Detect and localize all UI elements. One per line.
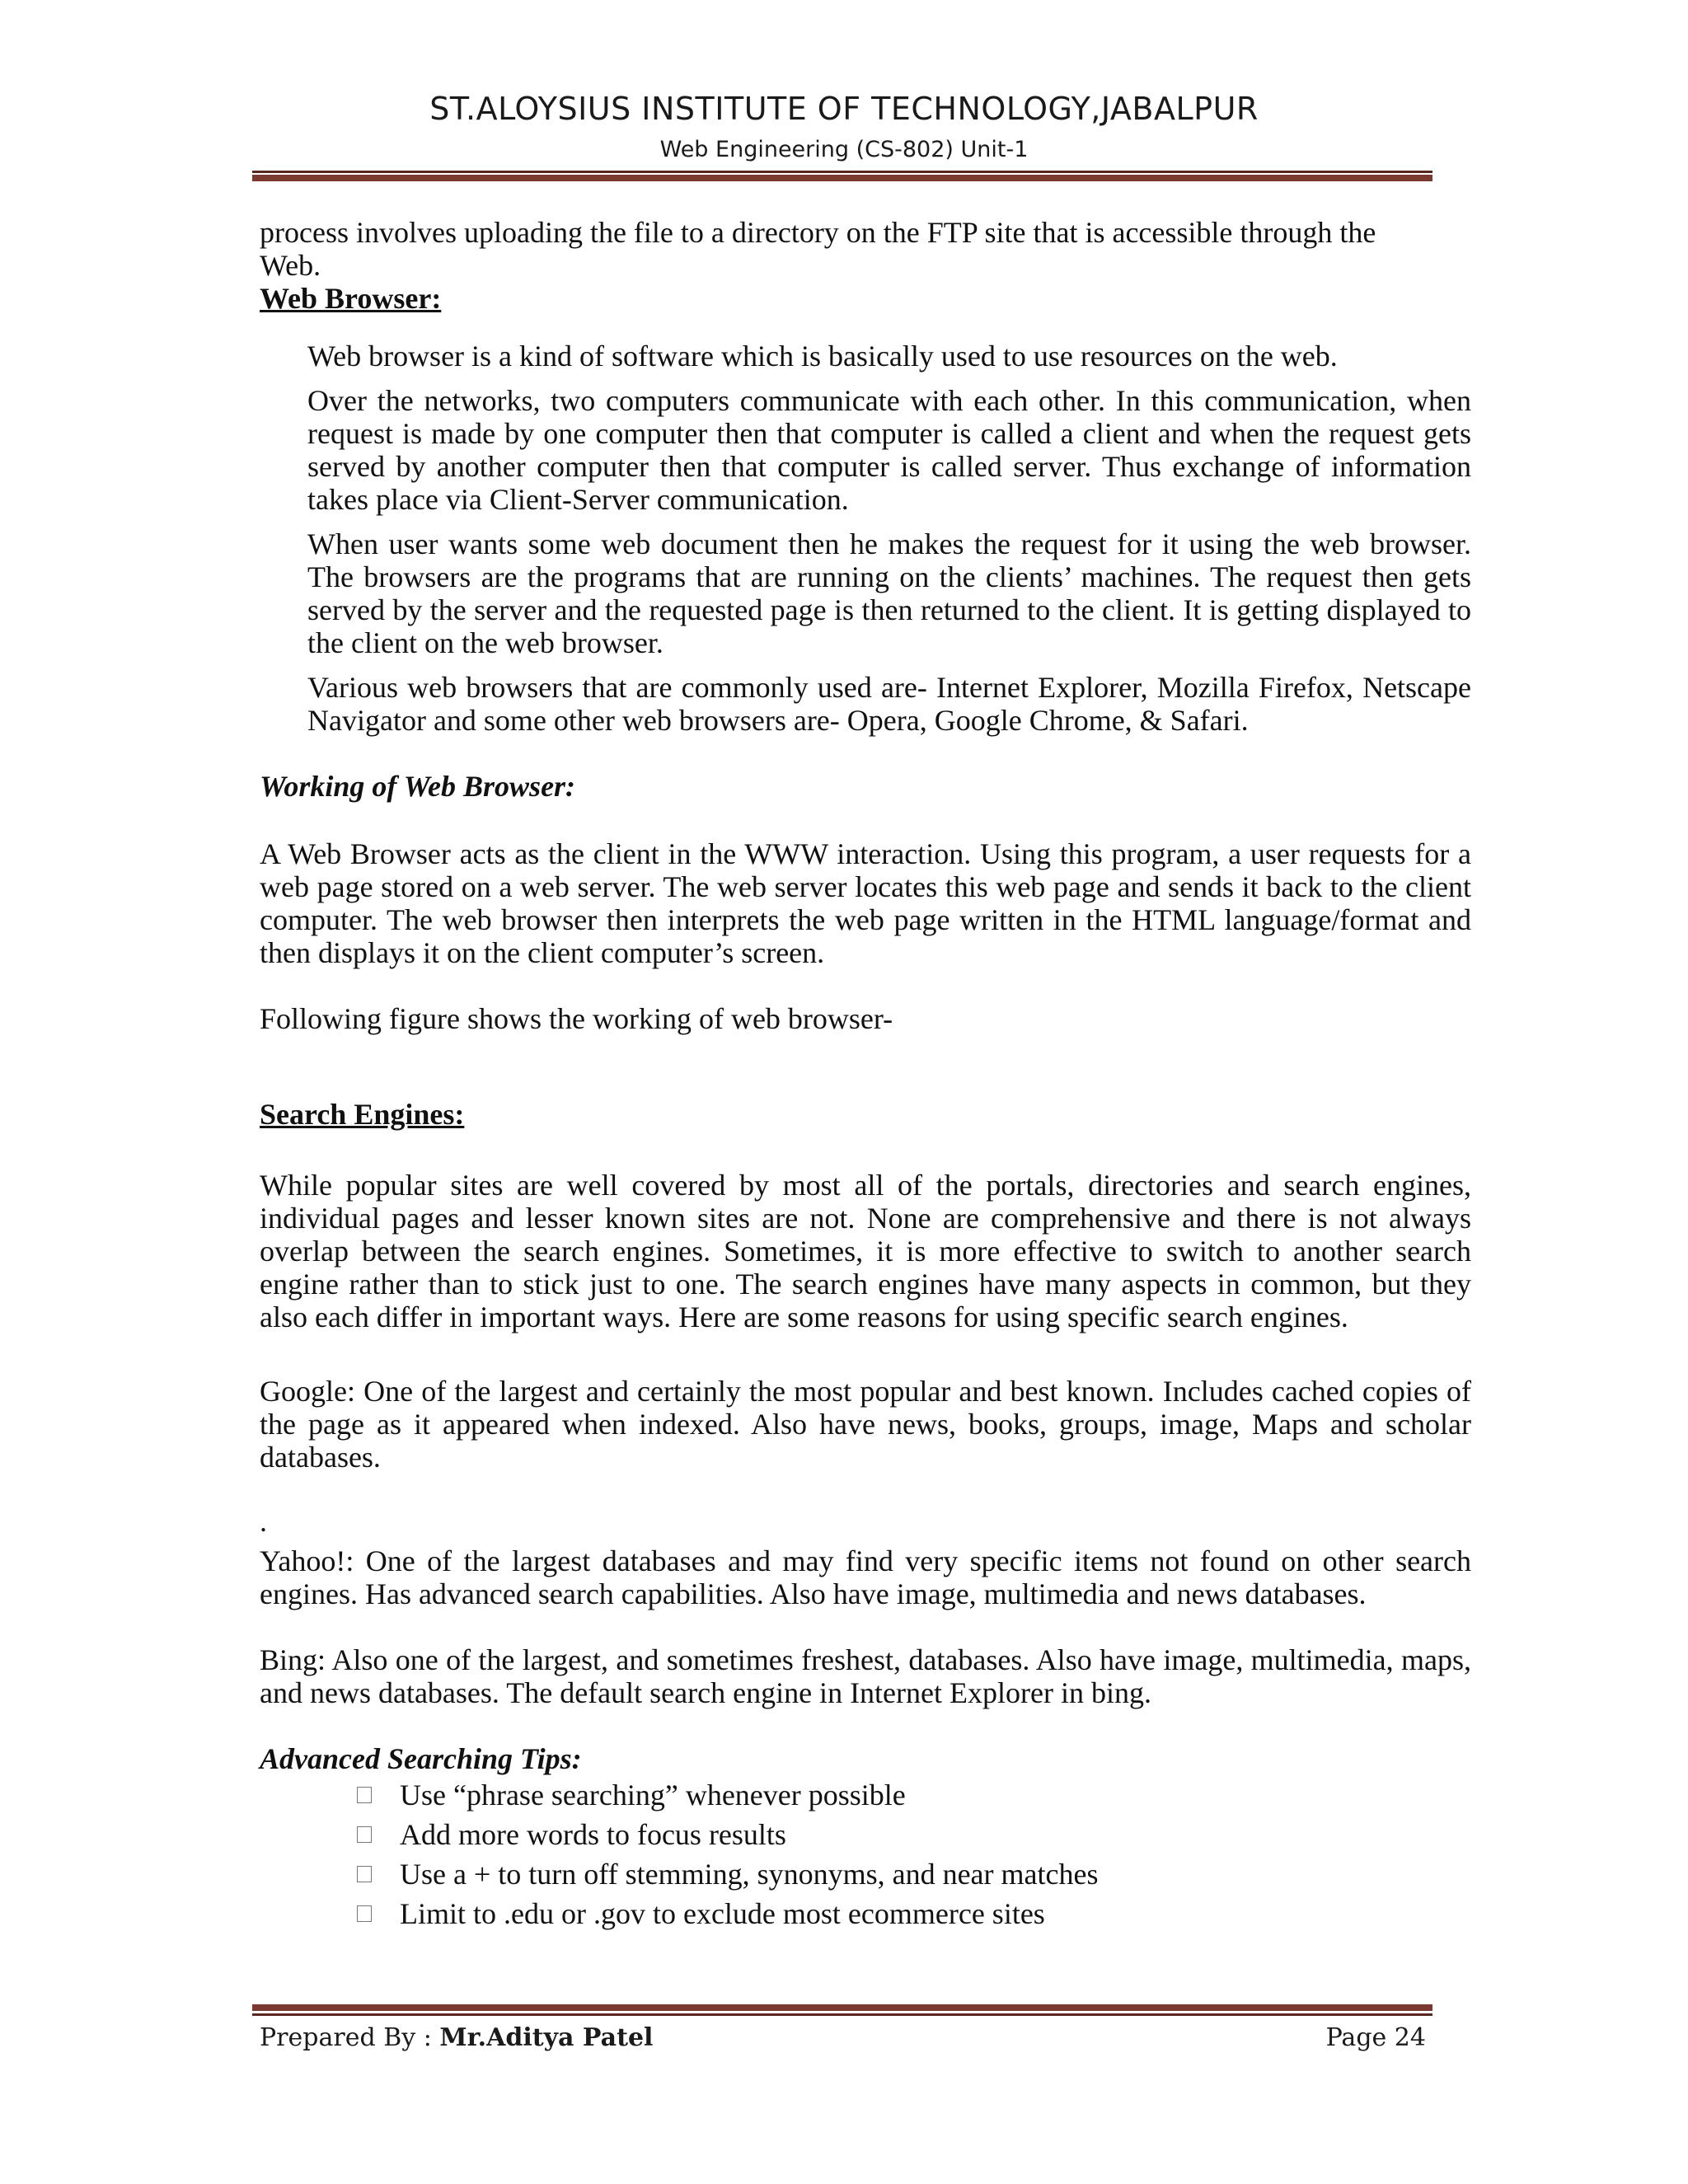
page-body — [260, 216, 1471, 1933]
checkbox-bullet-icon — [357, 1866, 372, 1882]
dot-line: . — [260, 1505, 267, 1538]
intro-line-2: Web. — [260, 249, 321, 282]
checkbox-bullet-icon — [357, 1787, 372, 1803]
search-engines-paragraph: While popular sites are well covered by most all of the portals, directories and search engines, individual pages and lesser known sites are not. None are comprehensive and there is not always overlap between the search engines. Sometimes, it is more effective to switch to another search engine rather than to stick just to one. The search engines have many aspects in common, but they also each differ in important ways. Here are some reasons for using specific search engines. — [260, 1169, 1471, 1333]
web-browser-paragraph-3: When user wants some web document then he makes the request for it using the web browser. The browsers are the programs that are running on the clients’ machines. The request then gets served by the server and the requested page is then returned to the client. It is getting displayed to the client on the web browser. — [307, 527, 1471, 659]
page-number: Page 24 — [1325, 2023, 1426, 2052]
list-item: Add more words to focus results — [354, 1815, 1471, 1854]
bing-paragraph: Bing: Also one of the largest, and sometimes freshest, databases. Also have image, multimedia, maps, and news databases. The default search engine in Internet Explorer in bing. — [260, 1643, 1471, 1709]
footer-prepared-by: Prepared By : Mr.Aditya Patel — [260, 2023, 654, 2052]
author-name: Mr.Aditya Patel — [439, 2023, 654, 2052]
list-item: Use a + to turn off stemming, synonyms, and near matches — [354, 1854, 1471, 1894]
working-heading: Working of Web Browser: — [260, 770, 576, 803]
tips-list — [354, 1775, 1471, 1933]
advanced-tips-heading: Advanced Searching Tips: — [260, 1742, 582, 1775]
working-paragraph-2: Following figure shows the working of web browser- — [260, 1002, 893, 1035]
header-rule-thin — [252, 171, 1432, 173]
list-item: Use “phrase searching” whenever possible — [354, 1775, 1471, 1815]
google-paragraph: Google: One of the largest and certainly the most popular and best known. Includes cached copies of the page as it appeared when indexed. Also have news, books, groups, image, Maps and scholar databases. — [260, 1375, 1471, 1474]
web-browser-paragraph-4: Various web browsers that are commonly used are- Internet Explorer, Mozilla Firefox, Netscape Navigator and some other web browsers are- Opera, Google Chrome, & Safari. — [307, 671, 1471, 737]
checkbox-bullet-icon — [357, 1826, 372, 1843]
header-rule-thick — [252, 175, 1432, 181]
search-engines-heading: Search Engines: — [260, 1098, 465, 1131]
web-browser-paragraph-1: Web browser is a kind of software which is basically used to use resources on the web. — [307, 340, 1338, 373]
course-subtitle: Web Engineering (CS-802) Unit-1 — [659, 137, 1029, 162]
working-paragraph-1: A Web Browser acts as the client in the WWW interaction. Using this program, a user requests for a web page stored on a web server. The web server locates this web page and sends it back to the client computer. The web browser then interprets the web page written in the HTML language/format and then displays it on the client computer’s screen. — [260, 837, 1471, 969]
intro-line-1: process involves uploading the file to a directory on the FTP site that is accessible through the — [260, 216, 1376, 249]
list-item: Limit to .edu or .gov to exclude most ecommerce sites — [354, 1894, 1471, 1933]
checkbox-bullet-icon — [357, 1905, 372, 1922]
web-browser-paragraph-2: Over the networks, two computers communicate with each other. In this communication, when request is made by one computer then that computer is called a client and when the request gets served by another computer then that computer is called server. Thus exchange of information takes place via Client-Server communication. — [307, 384, 1471, 516]
footer-rule-thin — [252, 2013, 1432, 2016]
yahoo-paragraph: Yahoo!: One of the largest databases and may find very specific items not found on other search engines. Has advanced search capabilities. Also have image, multimedia and news databases. — [260, 1544, 1471, 1610]
web-browser-heading: Web Browser: — [260, 282, 442, 315]
institute-title: ST.ALOYSIUS INSTITUTE OF TECHNOLOGY,JABALPUR — [429, 91, 1259, 127]
footer-rule-thick — [252, 2004, 1432, 2011]
